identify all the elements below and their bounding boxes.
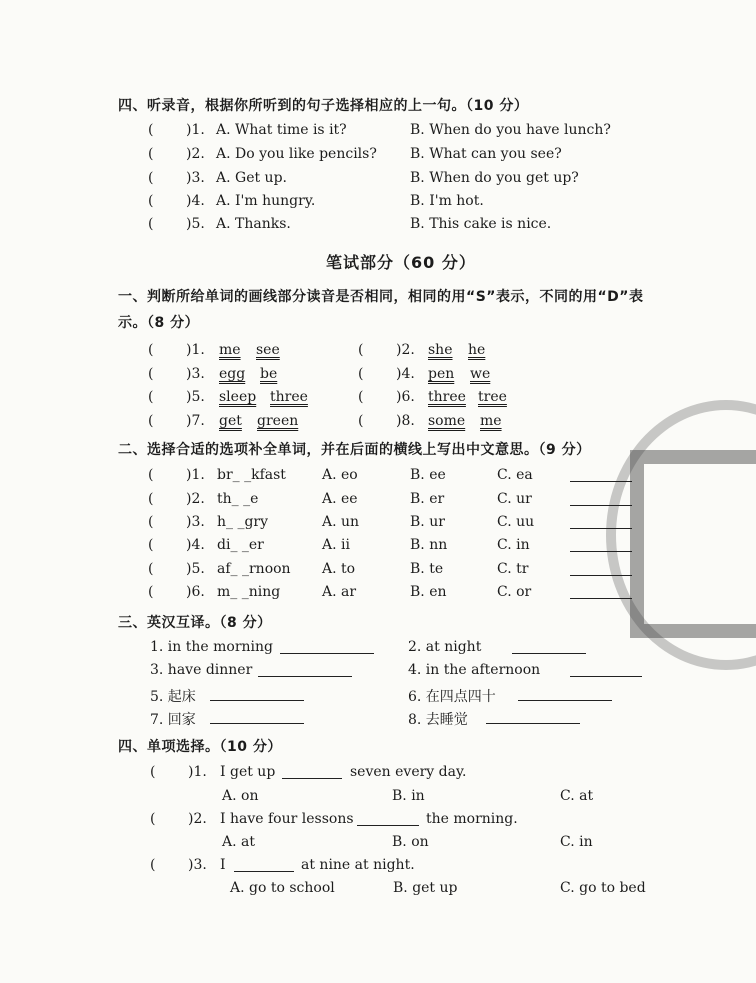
translation-item: 4. in the afternoon	[408, 662, 541, 678]
question-number: )3.	[188, 857, 207, 873]
question-text-post: the morning.	[426, 811, 518, 827]
question-number: )8.	[396, 413, 415, 429]
question-number: )1.	[186, 122, 205, 138]
sec1-heading-line2: 示。（8 分）	[118, 315, 200, 331]
translation-answer-line[interactable]	[518, 686, 612, 701]
option-c: C. go to bed	[560, 880, 646, 896]
translation-answer-line[interactable]	[210, 709, 304, 724]
sec3-heading: 三、英汉互译。（8 分）	[118, 615, 272, 631]
incomplete-word: th_ _e	[217, 491, 259, 507]
word-2: green	[257, 413, 299, 429]
word-1: get	[219, 413, 242, 429]
sec2-heading: 二、选择合适的选项补全单词，并在后面的横线上写出中文意思。（9 分）	[118, 442, 591, 458]
question-text-pre: I get up	[220, 764, 276, 780]
question-number: )3.	[186, 366, 205, 382]
translation-item: 2. at night	[408, 639, 482, 655]
translation-answer-line[interactable]	[512, 639, 586, 654]
option-b: B. er	[410, 491, 445, 507]
answer-paren[interactable]: (	[358, 413, 364, 429]
word-1: egg	[219, 366, 246, 382]
word-1: three	[428, 389, 466, 405]
meaning-answer-line[interactable]	[570, 514, 632, 529]
answer-paren[interactable]: (	[148, 170, 154, 186]
word-1: me	[219, 342, 241, 358]
option-b: B. ee	[410, 467, 446, 483]
listening-heading: 四、听录音，根据你所听到的句子选择相应的上一句。（10 分）	[118, 98, 529, 114]
option-c: C. in	[560, 834, 593, 850]
option-b: B. nn	[410, 537, 448, 553]
option-b: B. This cake is nice.	[410, 216, 552, 232]
question-number: )7.	[186, 413, 205, 429]
question-number: )2.	[396, 342, 415, 358]
answer-paren[interactable]: (	[148, 537, 154, 553]
incomplete-word: af_ _rnoon	[217, 561, 291, 577]
question-text-post: seven every day.	[350, 764, 467, 780]
option-b: B. in	[392, 788, 425, 804]
translation-item: 3. have dinner	[150, 662, 253, 678]
question-number: )2.	[188, 811, 207, 827]
question-number: )5.	[186, 389, 205, 405]
answer-paren[interactable]: (	[148, 342, 154, 358]
translation-item: 1. in the morning	[150, 639, 273, 655]
translation-item: 6. 在四点四十	[408, 689, 496, 705]
option-b: B. on	[392, 834, 429, 850]
answer-paren[interactable]: (	[148, 491, 154, 507]
option-c: C. tr	[497, 561, 529, 577]
question-text-pre: I have four lessons	[220, 811, 354, 827]
answer-paren[interactable]: (	[150, 811, 156, 827]
word-2: see	[256, 342, 280, 358]
option-a: A. on	[222, 788, 259, 804]
fill-blank[interactable]	[357, 811, 419, 826]
question-number: )4.	[396, 366, 415, 382]
answer-paren[interactable]: (	[148, 389, 154, 405]
option-a: A. What time is it?	[216, 122, 347, 138]
option-c: C. in	[497, 537, 530, 553]
fill-blank[interactable]	[282, 764, 342, 779]
answer-paren[interactable]: (	[148, 193, 154, 209]
translation-answer-line[interactable]	[280, 639, 374, 654]
incomplete-word: br_ _kfast	[217, 467, 286, 483]
fill-blank[interactable]	[234, 857, 294, 872]
answer-paren[interactable]: (	[358, 389, 364, 405]
meaning-answer-line[interactable]	[570, 491, 632, 506]
question-number: )2.	[186, 491, 205, 507]
answer-paren[interactable]: (	[358, 342, 364, 358]
word-2: he	[468, 342, 486, 358]
option-b: B. I'm hot.	[410, 193, 484, 209]
incomplete-word: di_ _er	[217, 537, 264, 553]
word-2: me	[480, 413, 502, 429]
option-a: A. eo	[322, 467, 358, 483]
option-a: A. to	[322, 561, 356, 577]
written-section-title: 笔试部分（60 分）	[326, 253, 476, 272]
option-c: C. ea	[497, 467, 533, 483]
question-text-post: at nine at night.	[301, 857, 415, 873]
option-a: A. ee	[322, 491, 358, 507]
word-1: she	[428, 342, 453, 358]
translation-answer-line[interactable]	[486, 709, 580, 724]
option-b: B. When do you have lunch?	[410, 122, 611, 138]
option-a: A. ii	[322, 537, 350, 553]
option-a: A. Get up.	[216, 170, 287, 186]
answer-paren[interactable]: (	[150, 857, 156, 873]
question-number: )1.	[188, 764, 207, 780]
option-a: A. Thanks.	[216, 216, 291, 232]
sec1-heading-line1: 一、判断所给单词的画线部分读音是否相同，相同的用“S”表示，不同的用“D”表	[118, 289, 644, 305]
incomplete-word: m_ _ning	[217, 584, 281, 600]
option-b: B. en	[410, 584, 447, 600]
translation-answer-line[interactable]	[210, 686, 304, 701]
word-2: three	[270, 389, 308, 405]
option-a: A. at	[222, 834, 255, 850]
question-number: )5.	[186, 561, 205, 577]
answer-paren[interactable]: (	[148, 146, 154, 162]
question-number: )6.	[396, 389, 415, 405]
option-c: C. at	[560, 788, 594, 804]
question-number: )3.	[186, 170, 205, 186]
meaning-answer-line[interactable]	[570, 537, 632, 552]
answer-paren[interactable]: (	[148, 561, 154, 577]
translation-item: 8. 去睡觉	[408, 712, 468, 728]
option-b: B. When do you get up?	[410, 170, 579, 186]
question-number: )4.	[186, 193, 205, 209]
answer-paren[interactable]: (	[148, 413, 154, 429]
option-a: A. ar	[322, 584, 357, 600]
stamp-mark-inner	[630, 450, 756, 638]
option-a: A. I'm hungry.	[216, 193, 316, 209]
option-c: C. or	[497, 584, 532, 600]
answer-paren[interactable]: (	[148, 467, 154, 483]
meaning-answer-line[interactable]	[570, 561, 632, 576]
question-number: )2.	[186, 146, 205, 162]
answer-paren[interactable]: (	[358, 366, 364, 382]
option-b: B. ur	[410, 514, 445, 530]
word-1: pen	[428, 366, 455, 382]
meaning-answer-line[interactable]	[570, 584, 632, 599]
answer-paren[interactable]: (	[148, 584, 154, 600]
incomplete-word: h_ _gry	[217, 514, 269, 530]
option-a: A. go to school	[230, 880, 335, 896]
question-number: )5.	[186, 216, 205, 232]
translation-answer-line[interactable]	[258, 662, 352, 677]
answer-paren[interactable]: (	[148, 514, 154, 530]
word-1: sleep	[219, 389, 257, 405]
sec4-heading: 四、单项选择。（10 分）	[118, 739, 282, 755]
option-a: A. Do you like pencils?	[216, 146, 377, 162]
translation-answer-line[interactable]	[570, 662, 642, 677]
word-2: be	[260, 366, 278, 382]
question-number: )1.	[186, 467, 205, 483]
option-c: C. uu	[497, 514, 535, 530]
question-number: )4.	[186, 537, 205, 553]
question-number: )6.	[186, 584, 205, 600]
option-b: B. get up	[393, 880, 458, 896]
option-b: B. te	[410, 561, 444, 577]
answer-paren[interactable]: (	[148, 366, 154, 382]
option-c: C. ur	[497, 491, 532, 507]
translation-item: 7. 回家	[150, 712, 196, 728]
answer-paren[interactable]: (	[148, 122, 154, 138]
option-b: B. What can you see?	[410, 146, 562, 162]
option-a: A. un	[322, 514, 360, 530]
word-2: tree	[478, 389, 507, 405]
word-1: some	[428, 413, 466, 429]
question-number: )1.	[186, 342, 205, 358]
word-2: we	[470, 366, 491, 382]
question-number: )3.	[186, 514, 205, 530]
answer-paren[interactable]: (	[148, 216, 154, 232]
answer-paren[interactable]: (	[150, 764, 156, 780]
translation-item: 5. 起床	[150, 689, 196, 705]
question-text-pre: I	[220, 857, 226, 873]
meaning-answer-line[interactable]	[570, 467, 632, 482]
